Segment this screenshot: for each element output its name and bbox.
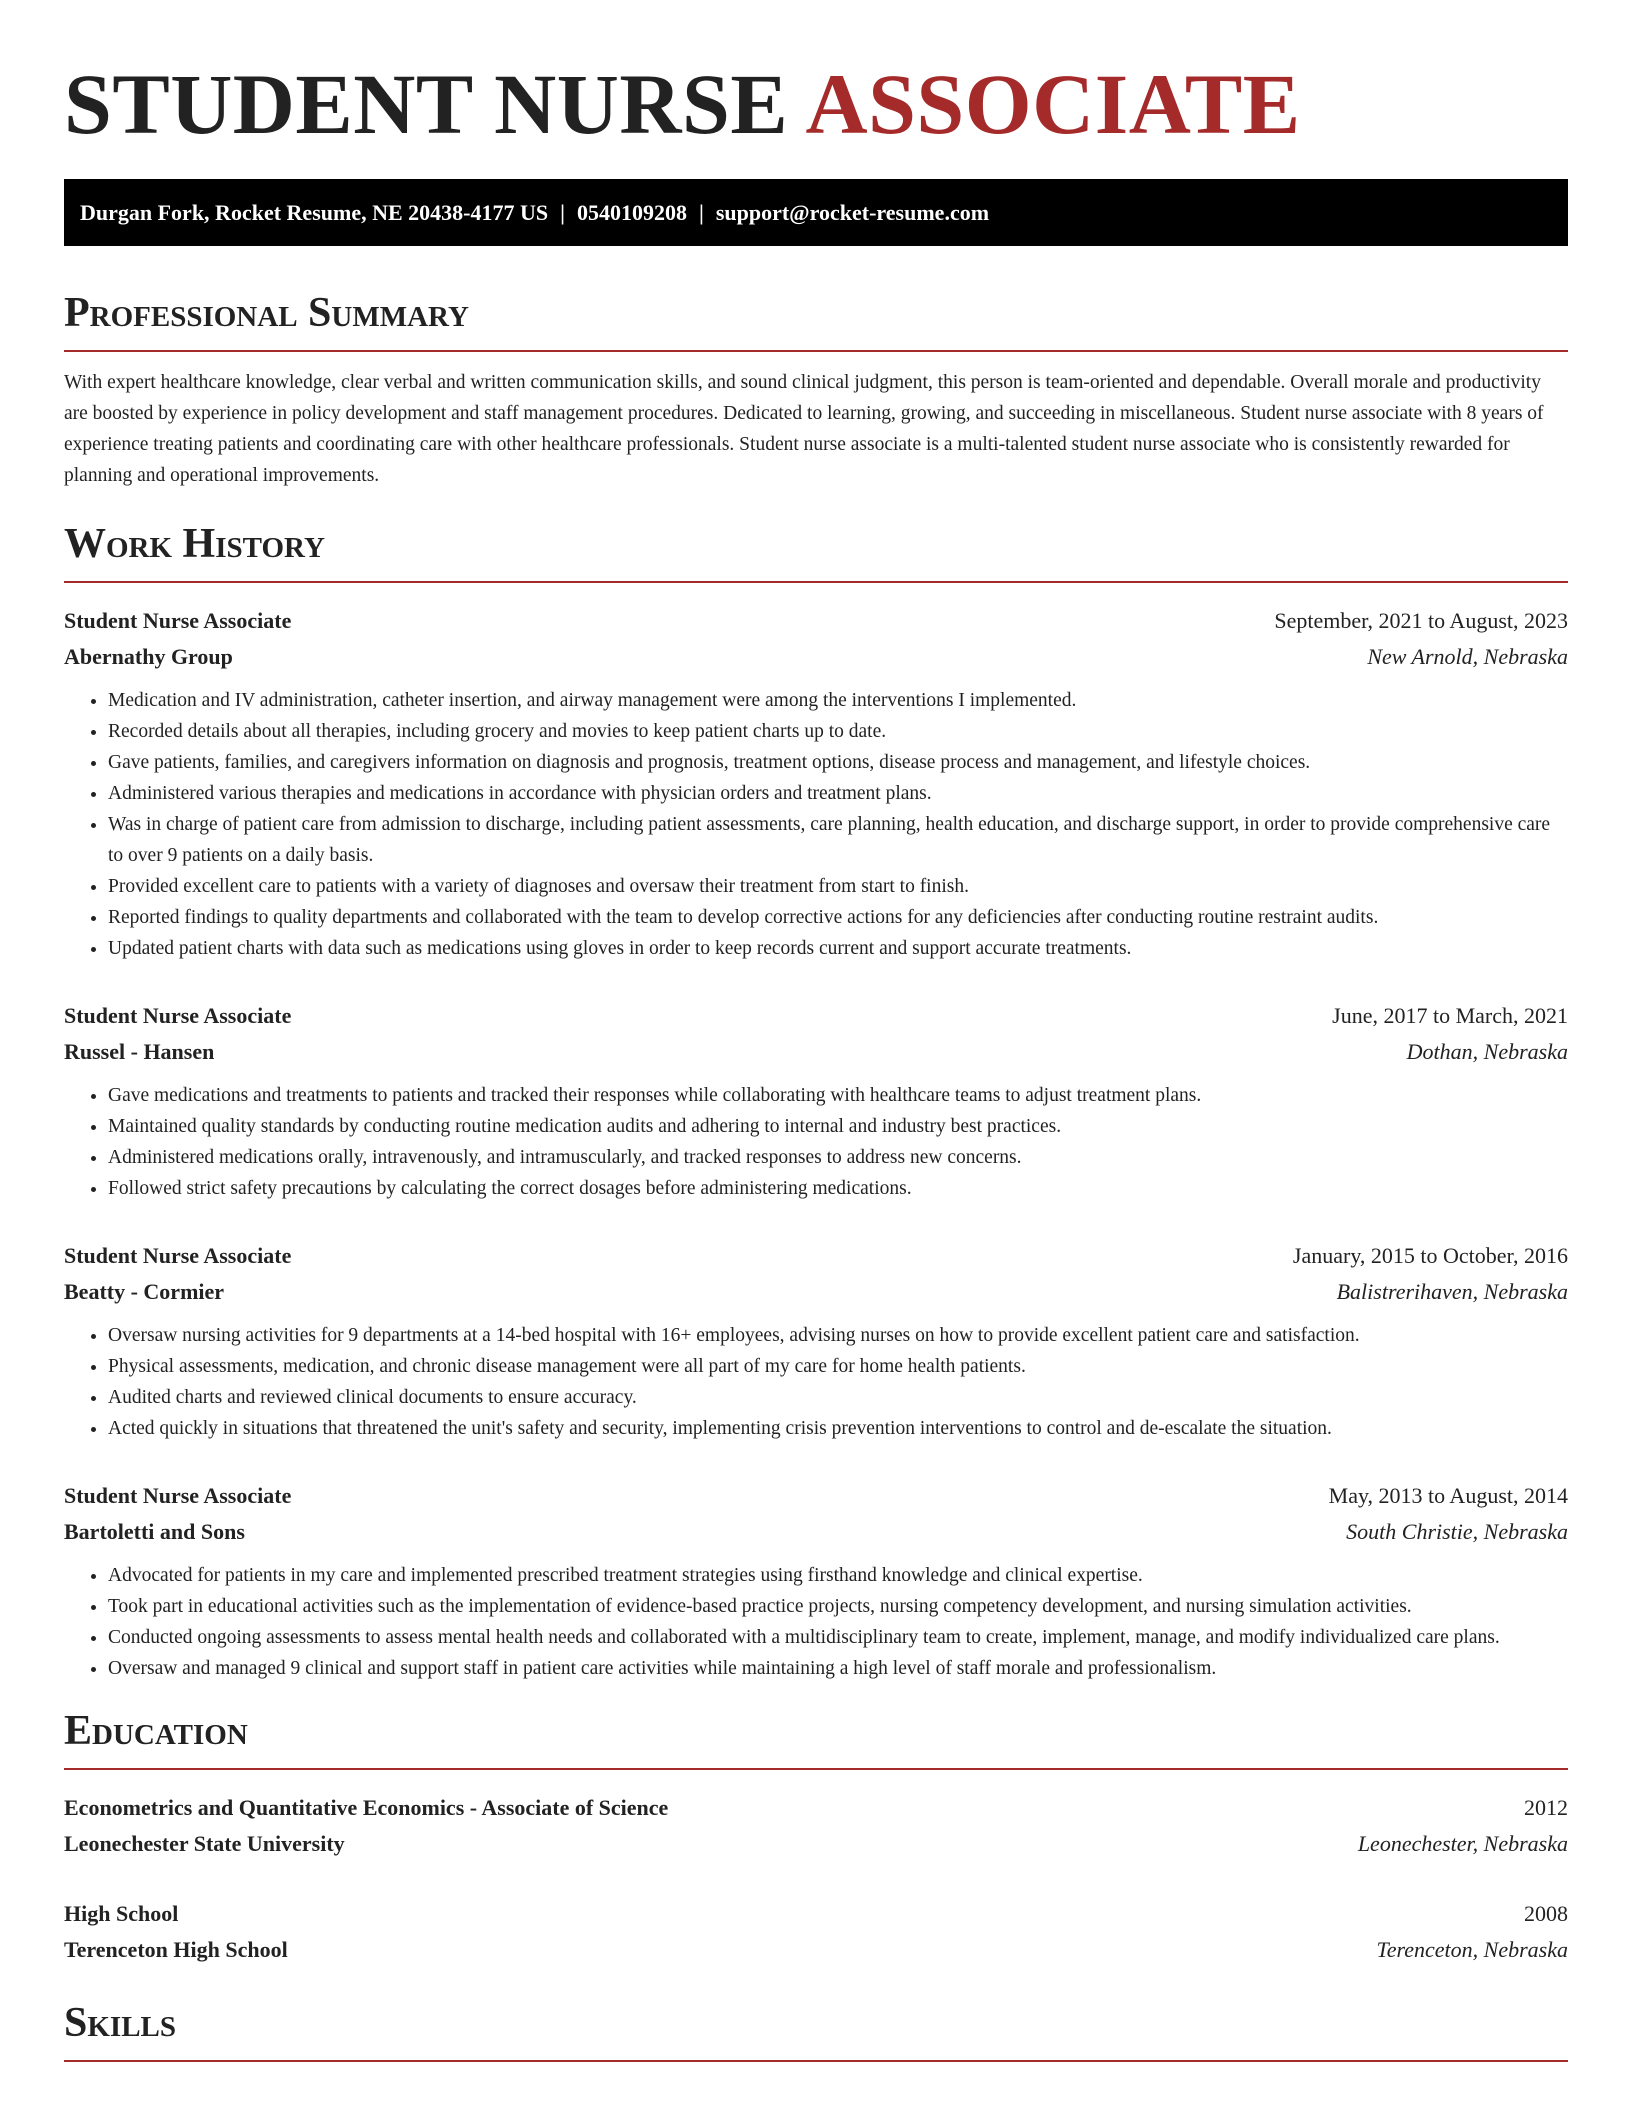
job-bullet: • Reported findings to quality departments and collaborated with the team to develop corrective actions for any deficiencies after conducting routine restraint audits. bbox=[108, 902, 1568, 933]
section-heading-education: Education bbox=[64, 1706, 1568, 1770]
job-bullet-list bbox=[64, 1320, 1568, 1444]
job-bullet: • Medication and IV administration, catheter insertion, and airway management were among the interventions I implemented. bbox=[108, 685, 1568, 716]
section-heading-summary: Professional Summary bbox=[64, 288, 1568, 352]
job-bullet: • Gave medications and treatments to patients and tracked their responses while collaborating with healthcare teams to adjust treatment plans. bbox=[108, 1080, 1568, 1111]
contact-bar bbox=[64, 179, 1568, 246]
education-degree: High School bbox=[64, 1901, 179, 1926]
job-company: Bartoletti and Sons bbox=[64, 1519, 245, 1544]
contact-address: Durgan Fork, Rocket Resume, NE 20438-4177 US bbox=[80, 200, 549, 225]
education-location: Leonechester, Nebraska bbox=[1357, 1831, 1568, 1856]
skills-section bbox=[64, 1998, 1568, 2062]
section-heading-work-history: Work History bbox=[64, 519, 1568, 583]
job-bullet: • Updated patient charts with data such as medications using gloves in order to keep records current and support accurate treatments. bbox=[108, 933, 1568, 964]
resume-title bbox=[64, 58, 1568, 150]
job-title: Student Nurse Associate bbox=[64, 1003, 292, 1028]
job-dates: June, 2017 to March, 2021 bbox=[1332, 1003, 1568, 1028]
education-location: Terenceton, Nebraska bbox=[1376, 1937, 1568, 1962]
job-bullet: • Oversaw nursing activities for 9 departments at a 14-bed hospital with 16+ employees, advising nurses on how to provide excellent patient care and satisfaction. bbox=[108, 1320, 1568, 1351]
job-dates: May, 2013 to August, 2014 bbox=[1328, 1483, 1568, 1508]
job-title: Student Nurse Associate bbox=[64, 1243, 292, 1268]
job-bullet: • Was in charge of patient care from admission to discharge, including patient assessments, care planning, health education, and discharge support, in order to provide comprehensive care to over 9 patients on a daily basis. bbox=[108, 809, 1568, 871]
job-bullet: • Followed strict safety precautions by calculating the correct dosages before administering medications. bbox=[108, 1173, 1568, 1204]
job-bullet: • Acted quickly in situations that threatened the unit's safety and security, implementing crisis prevention interventions to control and de-escalate the situation. bbox=[108, 1413, 1568, 1444]
job-location: Balistrerihaven, Nebraska bbox=[1336, 1279, 1568, 1304]
job-bullet: • Conducted ongoing assessments to assess mental health needs and collaborated with a multidisciplinary team to create, implement, manage, and modify individualized care plans. bbox=[108, 1622, 1568, 1653]
resume-page bbox=[64, 0, 1568, 2062]
education-section bbox=[64, 1706, 1568, 1968]
job-bullet: • Took part in educational activities such as the implementation of evidence-based practice projects, nursing competency development, and nursing simulation activities. bbox=[108, 1591, 1568, 1622]
contact-email[interactable]: support@rocket-resume.com bbox=[715, 200, 990, 225]
job-company: Abernathy Group bbox=[64, 644, 233, 669]
job-bullet: • Recorded details about all therapies, including grocery and movies to keep patient charts up to date. bbox=[108, 716, 1568, 747]
job-bullet: • Gave patients, families, and caregivers information on diagnosis and prognosis, treatment options, disease process and management, and lifestyle choices. bbox=[108, 747, 1568, 778]
job-bullet: • Physical assessments, medication, and chronic disease management were all part of my care for home health patients. bbox=[108, 1351, 1568, 1382]
job-dates: September, 2021 to August, 2023 bbox=[1274, 608, 1568, 633]
job-title: Student Nurse Associate bbox=[64, 608, 292, 633]
job-location: Dothan, Nebraska bbox=[1406, 1039, 1568, 1064]
job-dates: January, 2015 to October, 2016 bbox=[1292, 1243, 1568, 1268]
education-entry bbox=[64, 1790, 1568, 1862]
section-heading-skills: Skills bbox=[64, 1998, 1568, 2062]
job-entry bbox=[64, 603, 1568, 964]
job-bullet: • Oversaw and managed 9 clinical and support staff in patient care activities while maintaining a high level of staff morale and professionalism. bbox=[108, 1653, 1568, 1684]
job-entry bbox=[64, 1238, 1568, 1444]
job-location: South Christie, Nebraska bbox=[1346, 1519, 1568, 1544]
job-entry bbox=[64, 1478, 1568, 1684]
summary-text: With expert healthcare knowledge, clear verbal and written communication skills, and sound clinical judgment, this person is team-oriented and dependable. Overall morale and productivity are boosted by experience in policy development and staff management procedures. Dedicated to learning, growing, and succeeding in miscellaneous. Student nurse associate with 8 years of experience treating patients and coordinating care with other healthcare professionals. Student nurse associate is a multi-talented student nurse associate who is consistently rewarded for planning and operational improvements. bbox=[64, 372, 1544, 486]
title-accent: ASSOCIATE bbox=[805, 56, 1301, 152]
job-bullet-list bbox=[64, 1080, 1568, 1204]
education-school: Leonechester State University bbox=[64, 1831, 345, 1856]
job-company: Beatty - Cormier bbox=[64, 1279, 225, 1304]
job-bullet: • Provided excellent care to patients with a variety of diagnoses and oversaw their treatment from start to finish. bbox=[108, 871, 1568, 902]
job-bullet: • Audited charts and reviewed clinical documents to ensure accuracy. bbox=[108, 1382, 1568, 1413]
education-year: 2012 bbox=[1524, 1795, 1568, 1820]
job-company: Russel - Hansen bbox=[64, 1039, 215, 1064]
job-bullet: • Administered medications orally, intravenously, and intramuscularly, and tracked responses to address new concerns. bbox=[108, 1142, 1568, 1173]
job-bullet: • Administered various therapies and medications in accordance with physician orders and treatment plans. bbox=[108, 778, 1568, 809]
job-entry bbox=[64, 998, 1568, 1204]
contact-phone[interactable]: 0540109208 bbox=[576, 200, 687, 225]
job-bullet-list bbox=[64, 1560, 1568, 1684]
education-school: Terenceton High School bbox=[64, 1937, 288, 1962]
summary-section bbox=[64, 288, 1568, 491]
job-title: Student Nurse Associate bbox=[64, 1483, 292, 1508]
work-history-section bbox=[64, 519, 1568, 1684]
education-entry bbox=[64, 1896, 1568, 1968]
job-bullet: • Advocated for patients in my care and implemented prescribed treatment strategies using firsthand knowledge and clinical expertise. bbox=[108, 1560, 1568, 1591]
title-main: STUDENT NURSE bbox=[64, 56, 789, 152]
contact-separator: | bbox=[698, 200, 704, 225]
contact-separator: | bbox=[560, 200, 565, 225]
job-bullet: • Maintained quality standards by conducting routine medication audits and adhering to internal and industry best practices. bbox=[108, 1111, 1568, 1142]
job-bullet-list bbox=[64, 685, 1568, 964]
job-location: New Arnold, Nebraska bbox=[1367, 644, 1568, 669]
education-year: 2008 bbox=[1524, 1901, 1568, 1926]
education-degree: Econometrics and Quantitative Economics - Associate of Science bbox=[64, 1795, 669, 1820]
